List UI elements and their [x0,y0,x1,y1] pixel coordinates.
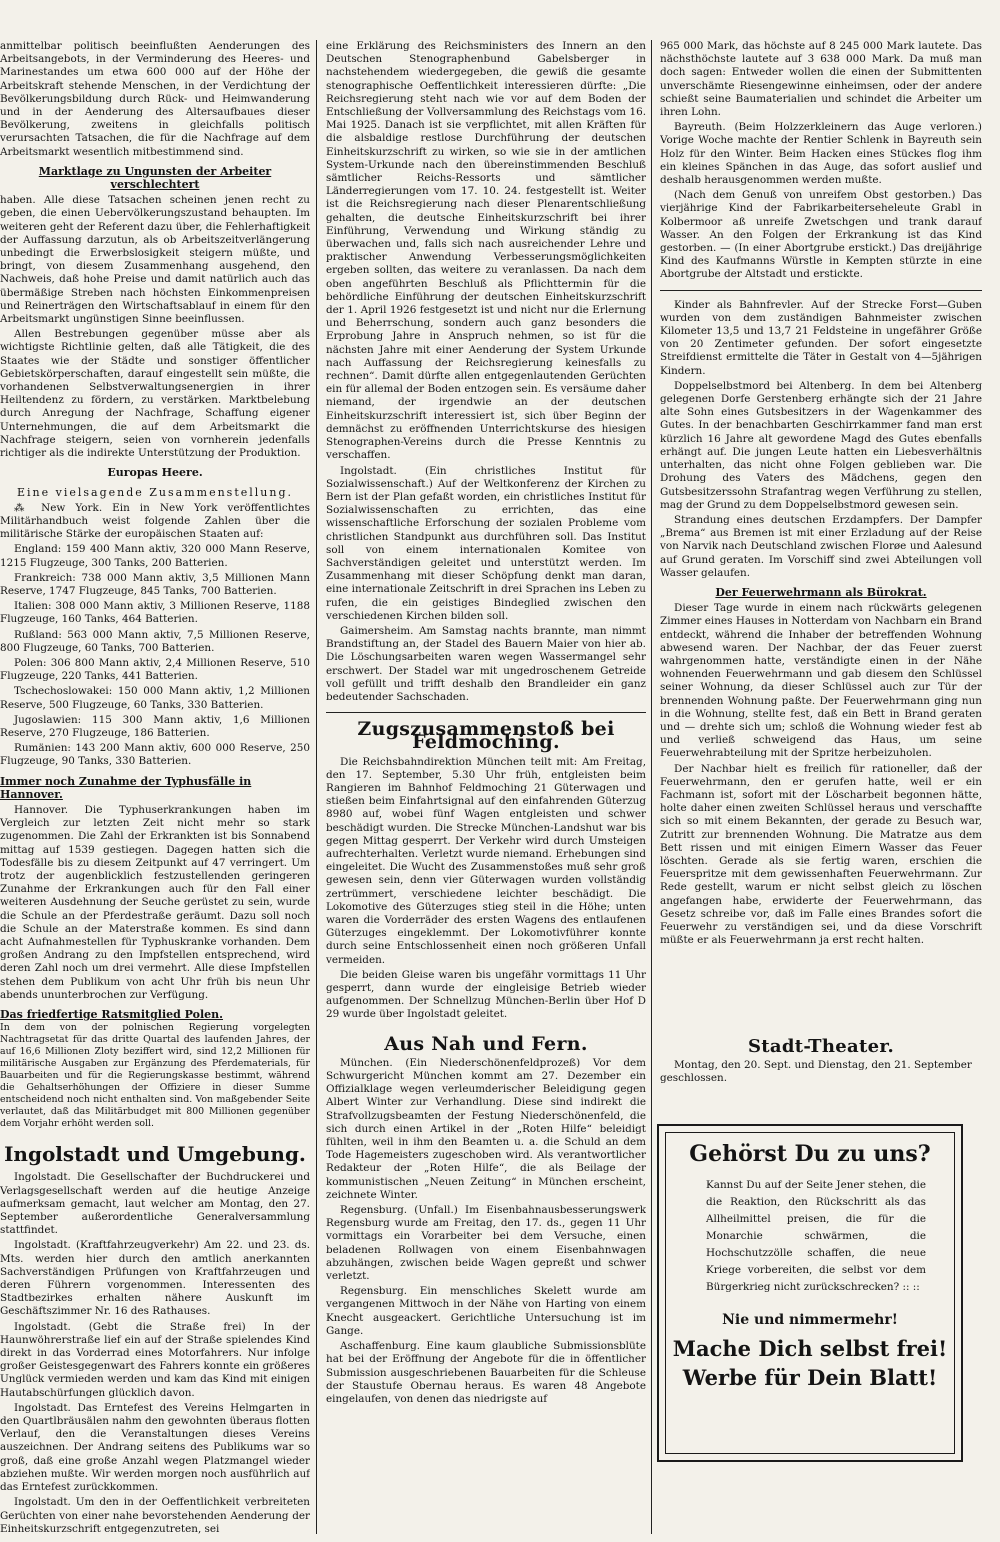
article-headline: Zugszusammenstoß bei Feldmoching. [357,718,615,754]
column-right [660,40,982,1030]
article-text: Dieser Tage wurde in einem nach rückwärts gelegenen Zimmer eines Hauses in Notterdam von Nachbarn ein Brand entdeckt, während die Inhaber der betreffenden Wohnung abwesend waren. Der Nachbar, der das Feuer zuerst wahrgenommen hatte, verständigte einen in der Nähe wohnenden Feuerwehrmann und gab diesem den Schlüssel seiner Wohnung, da dieser Schlüssel auch zur Tür der brennenden Wohnung paßte. Der Feuerwehrmann ging nun in die Wohnung, stellte fest, daß ein Bett in Brand geraten und — drehte sich um; schloß die Wohnung wieder fest ab und verließ schweigend das Haus, um seine Feuerwehrabteilung mit der Spritze herbeizuholen. [660,602,982,760]
article-text: Die Reichsbahndirektion München teilt mit: Am Freitag, den 17. September, 5.30 Uhr früh, entgleisten beim Rangieren im Bahnhof Feldmoching 21 Güterwagen und stießen beim Einfahrtsignal auf den einfahrenden Güterzug 8980 auf, wobei fünf Wagen entgleisten und schwer beschädigt wurden. Die Strecke München-Landshut war bis gegen Mittag gesperrt. Der Verkehr wird durch Umsteigen aufrechterhalten. Verletzt wurde niemand. Erhebungen sind eingeleitet. Die Wucht des Zusammenstoßes muß sehr groß gewesen sein, denn vier Güterwagen wurden vollständig zertrümmert, verschiedene leichter beschädigt. Die Lokomotive des Güterzuges stieg steil in die Höhe; unten waren die Vorderräder des ersten Wagens des entlaufenen Güterzuges eingeklemmt. Der Lokomotivführer konnte durch seine Entschlossenheit einen noch größeren Unfall vermeiden. [326,755,646,966]
army-entry: Rumänien: 143 200 Mann aktiv, 600 000 Reserve, 250 Flugzeuge, 90 Tanks, 330 Batterien. [0,742,310,768]
army-entry: Italien: 308 000 Mann aktiv, 3 Millionen Reserve, 1188 Flugzeuge, 160 Tanks, 464 Batterien. [0,600,310,626]
article-text: Regensburg. (Unfall.) Im Eisenbahnausbesserungswerk Regensburg wurde am Freitag, den 17. ds., gegen 11 Uhr vormittags ein Vorarbeiter bei dem Versuche, einen beladenen Rollwagen von einem Eisenbahnwagen abzuhängen, zwischen beide Wagen gepreßt und schwer verletzt. [326,1204,646,1283]
article-text: Ingolstadt. Die Gesellschafter der Buchdruckerei und Verlagsgesellschaft werden auf die heutige Anzeige aufmerksam gemacht, laut welcher am Montag, den 27. September außerordentliche Generalversammlung stattfindet. [0,1171,310,1237]
article-text: haben. Alle diese Tatsachen scheinen jenen recht zu geben, die einen Uebervölkerungszustand behaupten. Im weiteren geht der Referent dazu über, die Fehlerhaftigkeit der Auffassung darzutun, als ob Arbeitszeitverlängerung unbedingt die Erwerbslosigkeit steigern müßte, und bringt, von diesem Zusammenhang ausgehend, den Nachweis, daß hohe Preise und damit natürlich auch das übermäßige Streben nach höchsten Einkommenpreisen und Reinerträgen den Wirtschaftsablauf in einem für den Arbeitsmarkt ungünstigen Sinne beeinflussen. [0,194,310,326]
article-text: Gaimersheim. Am Samstag nachts brannte, man nimmt Brandstiftung an, der Stadel des Bauern Maier von hier ab. Die Löschungsarbeiten waren wegen Wassermangel sehr erschwert. Der Stadel war mit ungedroschenem Getreide voll gefüllt und trifft deshalb den Brandleider ein ganz bedeutender Sachschaden. [326,624,646,703]
advertisement-box [657,1124,963,1462]
article-text: Doppelselbstmord bei Altenberg. In dem bei Altenberg gelegenen Dorfe Gerstenberg erhängte sich der 21 Jahre alte Sohn eines Gutsbesitzers in der Wagenkammer des Gutes. In der benachbarten Geschirrkammer fand man erst kürzlich 16 Jahre alt gewordene Magd des Gutes ebenfalls erhängt auf. Die jungen Leute hatten ein Liebesverhältnis unterhalten, das nicht ohne Folgen geblieben war. Die Drohung des Vaters des Mädchens, gegen den Gutsbesitzerssohn Strafantrag wegen Verführung zu stellen, mag der Grund zu dem Doppelselbstmord gewesen sein. [660,379,982,511]
article-text: Strandung eines deutschen Erzdampfers. Der Dampfer „Brema“ aus Bremen ist mit einer Erzladung auf der Reise von Narvik nach Deutschland zwischen Florøe und Aalesund auf Grund geraten. Im Vorschiff sind zwei Abteilungen voll Wasser gelaufen. [660,513,982,579]
army-entry: Rußland: 563 000 Mann aktiv, 7,5 Millionen Reserve, 800 Flugzeuge, 60 Tanks, 700 Batterien. [0,628,310,654]
article-headline: Das friedfertige Ratsmitglied Polen. [0,1008,223,1022]
article-headline: Europas Heere. [107,466,203,480]
divider [326,712,646,713]
article-text: Ingolstadt. (Kraftfahrzeugverkehr) Am 22. und 23. ds. Mts. werden hier durch den amtlich anerkannten Sachverständigen Prüfungen von Kraftfahrzeugen und deren Führern vorgenommen. Interessenten des Stadtbezirkes erhalten nähere Auskunft im Geschäftszimmer Nr. 16 des Rathauses. [0,1239,310,1318]
column-rule [316,40,317,1534]
article-text: Ingolstadt. (Gebt die Straße frei) In der Haunwöhrerstraße lief ein auf der Straße spielendes Kind direkt in das Vorderrad eines Motorfahrers. Nur infolge großer Geistesgegenwart des Fahrers konnte ein größeres Unglück vermieden werden und kam das Kind mit einigen Hautabschürfungen glücklich davon. [0,1320,310,1399]
article-text: Regensburg. Ein menschliches Skelett wurde am vergangenen Mittwoch in der Nähe von Harting von einem Knecht ausgeackert. Gerichtliche Untersuchung ist im Gange. [326,1285,646,1337]
army-entry: Jugoslawien: 115 300 Mann aktiv, 1,6 Millionen Reserve, 270 Flugzeuge, 186 Batterien. [0,713,310,739]
section-heading: Marktlage zu Ungunsten der Arbeiter verschlechtert [38,164,272,192]
article-text: anmittelbar politisch beeinflußten Aenderungen des Arbeitsangebots, in der Verminderung des Heeres- und Marinestandes um etwa 600 000 auf der Höhe der Arbeitskraft stehende Menschen, in der Verdichtung der Bevölkerungsbildung durch Rück- und Heimwanderung und in der Aenderung des Altersaufbaues dieser Bevölkerung, zweitens in gleichfalls politisch verursachten Tatsachen, die für die Nachfrage auf dem Arbeitsmarkt wesentlich mitbestimmend sind. [0,40,310,158]
ad-title: Gehörst Du zu uns? [689,1141,931,1167]
article-text: Ingolstadt. Das Erntefest des Vereins Helmgarten in den Quartlbräusälen nahm den gewohnten überaus flotten Verlauf, den die Veranstaltungen dieses Vereins auszeichnen. Der Andrang seitens des Publikums war so groß, daß eine große Anzahl wegen Platzmangel wieder abziehen mußte. Wir werden morgen noch ausführlich auf das Erntefest zurückkommen. [0,1401,310,1494]
article-subheadline: Eine vielsagende Zusammenstellung. [17,485,293,499]
column-middle [326,40,646,1542]
army-entry: Frankreich: 738 000 Mann aktiv, 3,5 Millionen Mann Reserve, 1747 Flugzeuge, 845 Tanks, 700 Batterien. [0,571,310,597]
article-text: Allen Bestrebungen gegenüber müsse aber als wichtigste Richtlinie gelten, daß alle Tätigkeit, die des Staates wie der Städte und sonstiger öffentlicher Gebietskörperschaften, darauf eingestellt sein müßte, die vorhandenen Selbstverwaltungsenergien in ihrer Heiltendenz zu fördern, zu verstärken. Marktbelebung durch Anregung der Nachfrage, Schaffung eigener Unternehmungen, die auf dem Arbeitsmarkt die Nachfrage steigern, seien von vornherein jedenfalls richtiger als die indirekte Unterstützung der Produktion. [0,328,310,460]
section-heading: Aus Nah und Fern. [384,1032,588,1055]
article-text: eine Erklärung des Reichsministers des Innern an den Deutschen Stenographenbund Gabelsberger in nachstehendem wiedergegeben, die gewiß die gesamte stenographische Oeffentlichkeit interessieren dürfte: „Die Reichsregierung steht nach wie vor auf dem Boden der Entschließung der Vollversammlung des Reichstags vom 16. Mai 1925. Danach ist sie verpflichtet, mit allen Kräften für die alsbaldige restlose Durchführung der deutschen Einheitskurzschrift zu wirken, so wie sie in der amtlichen System-Urkunde nach den übereinstimmenden Beschluß sämtlicher Reichs-Ressorts und sämtlicher Länderregierungen vom 17. 10. 24. festgestellt ist. Weiter ist die Reichsregierung nach dieser Plenarentschließung gehalten, die deutsche Einheitskurzschrift bei ihrer Einführung, Verwendung und Wirkung ständig zu überwachen und, falls sich nach ausreichender Lehre und praktischer Anwendung Verbesserungsmöglichkeiten ergeben sollten, das weitere zu veranlassen. Da nach dem oben angeführten Beschluß als Pflichttermin für die behördliche Einführung der deutschen Einheitskurzschrift der 1. April 1926 festgesetzt ist und nicht nur die Erlernung und Beherrschung, sondern auch ganz besonders die Erprobung Jahre in Anspruch nehmen, so ist für die nächsten Jahre mit einer Aenderung der System Urkunde nach Auffassung der Reichsregierung keinesfalls zu rechnen“. Damit dürfte allen entgegenlautenden Gerüchten ein für allemal der Boden entzogen sein. Es versäume daher niemand, der irgendwie an der deutschen Einheitskurzschrift interessiert ist, sich über Beginn der demnächst zu eröffnenden Unterrichtskurse des hiesigen Stenographen-Vereins durch die Presse Kenntnis zu verschaffen. [326,40,646,462]
article-text: In dem von der polnischen Regierung vorgelegten Nachtragsetat für das dritte Quartal des laufenden Jahres, der auf 16,6 Millionen Zloty beziffert wird, sind 12,2 Millionen für militärische Ausgaben zur Ergänzung des Pferdematerials, für Bauarbeiten und für die Regierungskasse bestimmt, während die Gehaltserhöhungen der Offiziere in dieser Summe entscheidend noch nicht enthalten sind. Von maßgebender Seite verlautet, daß das Militärbudget mit 800 Millionen gegenüber dem Vorjahr erhöht werden soll. [0,1022,310,1130]
article-text: München. (Ein Niederschönenfeldprozeß) Vor dem Schwurgericht München kommt am 27. Dezember ein Offizialklage wegen verleumderischer Beleidigung gegen Albert Winter zur Verhandlung. Diese sind indirekt die Strafvollzugsbeamten der Festung Niederschönenfeld, die sich durch einen Artikel in der „Roten Hilfe“ beleidigt fühlten, weil in ihm den Beamten u. a. die Schuld an dem Tode Hagemeisters zugeschoben wird. Als verantwortlicher Redakteur der „Roten Hilfe“, die als Beilage der kommunistischen „Neuen Zeitung“ in München erscheint, zeichnete Winter. [326,1056,646,1201]
theater-title: Stadt-Theater. [747,1036,895,1057]
column-rule [651,40,652,1534]
theater-notice [660,1036,982,1088]
ad-body: Kannst Du auf der Seite Jener stehen, die die Reaktion, den Rückschritt als das Allheilmittel preisen, die für die Monarchie schwärmen, die Hochschutzzölle schaffen, die neue Kriege vorbereiten, die selbst vor dem Bürgerkrieg nicht zurückschrecken? :: :: [706,1179,926,1293]
article-text: Ingolstadt. (Ein christliches Institut für Sozialwissenschaft.) Auf der Weltkonferenz der Kirchen zu Bern ist der Plan gefaßt worden, ein christliches Institut für Sozialwissenschaften zu errichten, das eine wissenschaftliche Erforschung der sozialen Probleme vom christlichen Standpunkt aus durchführen soll. Das Institut soll von einem internationalen Komitee von Sachverständigen geleitet und unterstützt werden. Im Zusammenhang mit dieser Schöpfung denkt man daran, eine internationale Zeitschrift in drei Sprachen ins Leben zu rufen, die ein geistiges Bindeglied zwischen den verschiedenen Kirchen bilden soll. [326,464,646,622]
article-text: 965 000 Mark, das höchste auf 8 245 000 Mark lautete. Das nächsthöchste lautete auf 3 638 000 Mark. Da muß man doch sagen: Entweder wollen die einen der Submittenten unverschämte Riesengewinne einheimsen, oder der andere schießt seine Baumaterialien und schindet die Arbeiter um ihren Lohn. [660,40,982,119]
article-text: Der Nachbar hielt es freilich für rationeller, daß der Feuerwehrmann, den er gerufen hatte, weil er ein Fachmann ist, sofort mit der Löscharbeit begonnen hätte, holte daher einen zweiten Schlüssel heraus und verschaffte sich so mit einem Bekannten, der gerade zu Besuch war, Zutritt zur brennenden Wohnung. Die Matratze aus dem Bett rissen und mit einigen Eimern Wasser das Feuer löschten. Gerade als sie fertig waren, erschien die Feuerspritze mit dem gewissenhaften Feuerwehrmann. Zur Rede gestellt, warum er nicht selbst gleich zu löschen angefangen habe, erwiderte der Feuerwehrmann, das Gesetz schreibe vor, daß im Falle eines Brandes sofort die Feuerwehr zu verständigen sei, und da diese Vorschrift müßte er als Feuerwehrmann ja erst recht halten. [660,762,982,947]
section-heading: Ingolstadt und Umgebung. [4,1142,306,1167]
article-text: Hannover. Die Typhuserkrankungen haben im Vergleich zur letzten Zeit nicht mehr so stark zugenommen. Die Zahl der Erkrankten ist bis Sonnabend mittag auf 1539 gestiegen. Dagegen hatten sich die Todesfälle bis zu diesem Zeitpunkt auf 47 verringert. Um trotz der augenblicklich festzustellenden geringeren Zunahme der Erkrankungen auch für den Fall einer weiteren Ausdehnung der Seuche gerüstet zu sein, wurde die Schule an der Pferdestraße geräumt. Dazu soll noch die Schule an der Materstraße kommen. Es sind dann acht Aufnahmestellen für Typhuskranke vorhanden. Dem großen Andrang zu den Impfstellen entsprechend, wird deren Zahl noch um drei vermehrt. Alle diese Impfstellen stehen dem Publikum von acht Uhr früh bis neun Uhr abends ununterbrochen zur Verfügung. [0,803,310,1001]
article-text: (Nach dem Genuß von unreifem Obst gestorben.) Das vierjährige Kind der Fabrikarbeiterseheleute Grabl in Kolbermoor aß unreife Zwetschgen und trank darauf Wasser. An den Folgen der Erkrankung ist das Kind gestorben. — (In einer Abortgrube erstickt.) Das dreijährige Kind des Kaufmanns Würstle in Kempten stürzte in eine Abortgrube der Altstadt und erstickte. [660,189,982,281]
army-entry: England: 159 400 Mann aktiv, 320 000 Mann Reserve, 1215 Flugzeuge, 300 Tanks, 200 Batterien. [0,543,310,569]
article-headline: Der Feuerwehrmann als Bürokrat. [715,585,927,599]
ad-slogan: Nie und nimmermehr! [722,1312,898,1328]
article-text: Aschaffenburg. Eine kaum glaubliche Submissionsblüte hat bei der Eröffnung der Angebote für die in öffentlicher Submission ausgeschriebenen Bauarbeiten für die Schleuse der Staustufe Obernau heraus. Es waren 48 Angebote eingelaufen, von denen das niedrigste auf [326,1340,646,1405]
army-entry: Polen: 306 800 Mann aktiv, 2,4 Millionen Reserve, 510 Flugzeuge, 220 Tanks, 441 Batterien. [0,656,310,683]
ad-line: Werbe für Dein Blatt! [682,1365,938,1390]
article-text: ⁂ New York. Ein in New York veröffentlichtes Militärhandbuch weist folgende Zahlen über die militärische Stärke der europäischen Staaten auf: [0,501,310,541]
column-left [0,40,310,1542]
theater-text: Montag, den 20. Sept. und Dienstag, den 21. September geschlossen. [660,1059,972,1085]
ad-line: Mache Dich selbst frei! [672,1336,948,1361]
article-text: Die beiden Gleise waren bis ungefähr vormittags 11 Uhr gesperrt, dann wurde der eingleisige Betrieb wieder aufgenommen. Der Schnellzug München-Berlin über Hof D 29 wurde über Ingolstadt geleitet. [326,968,646,1021]
article-text: Kinder als Bahnfrevler. Auf der Strecke Forst—Guben wurden von dem zuständigen Bahnmeister zwischen Kilometer 13,5 und 13,7 21 Feldsteine in ungefährer Größe von 20 Zentimeter gefunden. Der sofort eingesetzte Streifdienst ermittelte die Täter in Gestalt von 4—5jährigen Kindern. [660,298,982,377]
advertisement-frame [665,1132,955,1454]
army-entry: Tschechoslowakei: 150 000 Mann aktiv, 1,2 Millionen Reserve, 500 Flugzeuge, 60 Tanks, 330 Batterien. [0,685,310,711]
article-text: Ingolstadt. Um den in der Oeffentlichkeit verbreiteten Gerüchten von einer nahe bevorstehenden Aenderung der Einheitskurzschrift entgegenzutreten, sei [0,1496,310,1535]
article-text: Bayreuth. (Beim Holzzerkleinern das Auge verloren.) Vorige Woche machte der Rentier Schlenk in Bayreuth sein Holz für den Winter. Beim Hacken eines Stückes flog ihm ein kleines Spänchen in das Auge, das sofort auslief und deshalb herausgenommen werden mußte. [660,121,982,187]
article-headline: Immer noch Zunahme der Typhusfälle in Hannover. [0,774,252,801]
divider [660,290,982,291]
